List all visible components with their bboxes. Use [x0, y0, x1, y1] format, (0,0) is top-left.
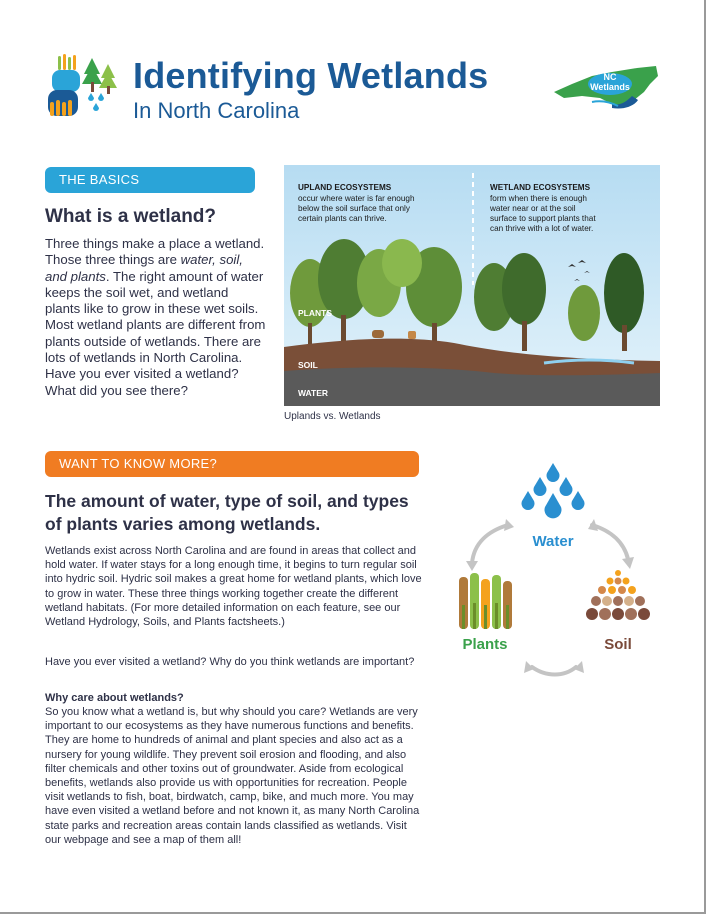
cycle-label-water: Water [532, 533, 574, 550]
page-title: Identifying Wetlands [133, 55, 489, 96]
more-heading: The amount of water, type of soil, and types of plants varies among wetlands. [45, 491, 409, 534]
upland-title: UPLAND ECOSYSTEMS [298, 183, 392, 192]
wetland-line-4: can thrive with a lot of water. [490, 224, 594, 233]
wetland-line-3: surface to support plants that [490, 214, 596, 223]
soil-icon [586, 570, 650, 620]
basics-paragraph: Three things make a place a wetland. Those three things are water, soil, and plants. The right amount of water keeps the soil wet, and wetland plants like to grow in these wet soils. Most wetland plants are different from plants outside of wetlands. There are lots of wetlands in North Carolina. Have you ever visited a wetland? What did you see there? [45, 236, 266, 398]
cycle-label-soil: Soil [604, 636, 632, 653]
figure-caption: Uplands vs. Wetlands [284, 411, 381, 422]
nc-map-icon [552, 62, 662, 110]
wetland-line-1: form when there is enough [490, 194, 587, 203]
more-paragraph-1: Wetlands exist across North Carolina and are found in areas that collect and hold water. If water stays for a long enough time, it begins to turn regular soil into hydric soil. Hydric soil makes a great home for wetland plants, which love to grow in water. These three things working together create the different wetland habitats. (For more detailed information on each feature, see our Wetland Hydrology, Soils, and Plants factsheets.) [45, 545, 422, 629]
why-care-paragraph: So you know what a wetland is, but why should you care? Wetlands are very important to our ecosystems as they have numerous functions and benefits. They are home to hundreds of animal and plant species and also act as a nursery for young wildlife. They prevent soil erosion and flooding, and also filter chemicals and other toxins out of groundwater. Aside from ecological benefits, wetlands also provide us with opportunities for recreation. People visit wetlands to fish, boat, birdwatch, camp, bike, and much more. You may have even visited a wetland before and not known it, as many North Carolina state parks and recreation areas contain lands classified as wetlands. Visit our webpage and see a map of them all! [45, 706, 420, 846]
cycle-label-plants: Plants [462, 636, 508, 653]
label-plants: PLANTS [298, 308, 332, 318]
upland-line-3: certain plants can thrive. [298, 214, 387, 223]
label-water: WATER [298, 388, 329, 398]
section-pill-more: WANT TO KNOW MORE? [45, 451, 419, 477]
water-soil-plants-cycle [442, 455, 662, 685]
wetlands-logo-icon [48, 54, 120, 118]
label-soil: SOIL [298, 360, 318, 370]
basics-heading: What is a wetland? [45, 206, 217, 227]
nc-logo-line1: NC [603, 72, 617, 82]
upland-line-2: below the soil surface that only [298, 204, 410, 213]
wetland-line-2: water near or at the soil [490, 204, 576, 213]
more-paragraph-2: Have you ever visited a wetland? Why do you think wetlands are important? [45, 656, 415, 668]
section-pill-basics: THE BASICS [45, 167, 255, 193]
nc-logo-line2: Wetlands [590, 82, 630, 92]
wetland-title: WETLAND ECOSYSTEMS [490, 183, 591, 192]
page-subtitle: In North Carolina [133, 98, 300, 123]
basics-emphasis: water, soil, and plants [45, 252, 243, 284]
water-drops-icon [522, 463, 585, 518]
uplands-wetlands-illustration [284, 165, 660, 406]
plants-icon [459, 573, 512, 629]
why-care-heading: Why care about wetlands? [45, 692, 184, 704]
upland-line-1: occur where water is far enough [298, 194, 415, 203]
